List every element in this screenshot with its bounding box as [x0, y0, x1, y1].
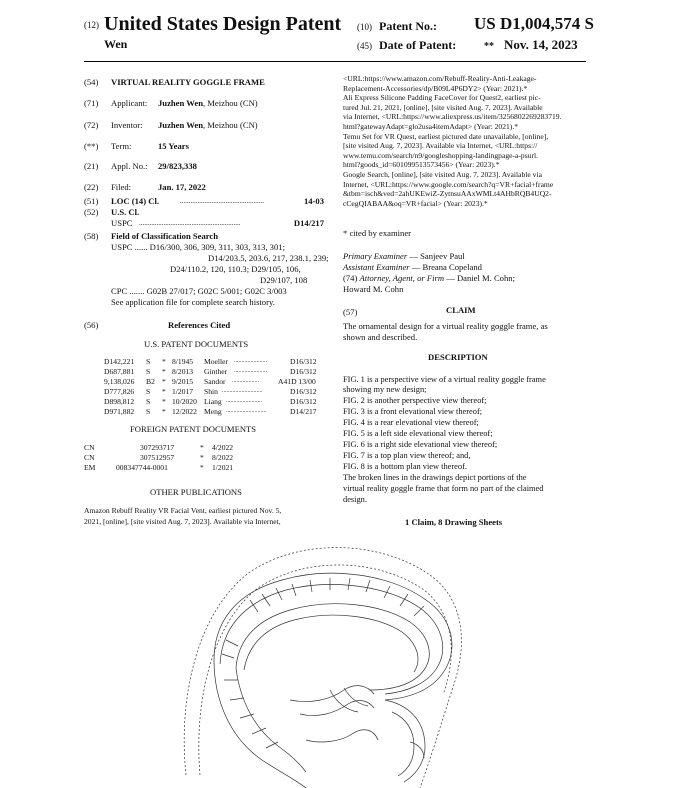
pub-line: <URL:https://www.amazon.com/Rebuff-Reality-Anti-Leakage- [343, 74, 537, 83]
attorney-label: Attorney, Agent, or Firm [359, 273, 445, 283]
foreign-doc-date: 4/2022 [212, 443, 234, 452]
pub-line: [site visited Aug. 7, 2023]. Available via Internet, <URL:https:// [343, 141, 538, 151]
appl-no-label: Appl. No.: [111, 161, 148, 171]
outer-shell-broken-line [184, 548, 461, 788]
frame-outer-rim [220, 584, 443, 694]
pub-line: Replacement-Accessories/dp/B09L4P6DY2> (Year: 2021).* [343, 83, 528, 93]
field-58-code: (58) [84, 231, 99, 241]
other-pub-line-1: Amazon Rebuff Reality VR Facial Vent, earliest pictured Nov. 5, [84, 506, 282, 515]
field-search-label: Field of Classification Search [111, 231, 219, 241]
us-doc-kind: S [146, 387, 151, 396]
pub-line: via Internet, <URL:https://www.aliexpress.us/item/3256802269283719. [343, 112, 562, 122]
loc-class-leader: ................................................ [180, 197, 264, 205]
uspc-leader: .......................................................... [139, 219, 241, 227]
us-doc-class: A41D 13/00 [278, 377, 316, 386]
inventor-surname: Wen [104, 37, 128, 51]
us-doc-star: * [162, 407, 166, 416]
claim-text-1: The ornamental design for a virtual reality goggle frame, as [343, 321, 548, 331]
applicant-name: Juzhen Wen [158, 98, 203, 108]
fig-line: The broken lines in the drawings depict portions of the [343, 473, 527, 482]
us-doc-name: Sandor [204, 377, 226, 386]
frame-inner-opening [244, 615, 418, 672]
term-value: 15 Years [158, 141, 189, 151]
foreign-doc-date: 1/2021 [212, 463, 234, 472]
us-doc-leader: .................. [232, 378, 259, 384]
pub-line: html?goods_id=601099513573456> (Year: 2023).* [343, 160, 500, 170]
foreign-doc-number: 307512957 [140, 453, 175, 462]
frame-lower-edge [306, 730, 378, 742]
us-doc-class: D14/217 [290, 407, 317, 416]
claims-sheets-summary: 1 Claim, 8 Drawing Sheets [405, 517, 503, 527]
fig-line: virtual reality goggle frame that form no part of the claimed [343, 484, 544, 493]
applicant-location: , Meizhou (CN) [202, 98, 258, 108]
us-class-label: U.S. Cl. [111, 207, 140, 217]
us-doc-kind: S [146, 407, 151, 416]
us-doc-date: 10/2020 [172, 397, 197, 406]
fig-line: FIG. 8 is a bottom plan view thereof. [343, 462, 467, 471]
field-search-line-5: CPC ....... G02B 27/017; G02C 5/001; G02C 3/003 [111, 286, 287, 296]
assistant-examiner-label: Assistant Examiner [343, 262, 410, 272]
us-doc-star: * [162, 377, 166, 386]
us-doc-date: 8/2013 [172, 367, 194, 376]
inventor-location: , Meizhou (CN) [202, 120, 258, 130]
us-doc-class: D16/312 [290, 367, 317, 376]
us-doc-class: D16/312 [290, 387, 317, 396]
foreign-doc-star: * [200, 453, 204, 462]
assistant-examiner-name: — Breana Copeland [409, 262, 482, 272]
foreign-doc-number: 307293717 [140, 443, 175, 452]
fig-line: FIG. 4 is a rear elevational view thereof; [343, 418, 479, 427]
date-mark: ** [484, 41, 494, 52]
attorney-name: — Daniel M. Cohn; [444, 273, 515, 283]
us-doc-leader: ...................... [234, 358, 267, 364]
field-search-line-2: D14/203.5, 203.6, 217, 238.1, 239; [208, 253, 329, 263]
frame-hatching [222, 640, 278, 748]
code-45: (45) [357, 41, 372, 51]
field-56-code: (56) [84, 320, 99, 330]
field-54-title: VIRTUAL REALITY GOGGLE FRAME [111, 77, 265, 87]
loc-class-label: LOC (14) Cl. [111, 196, 159, 206]
field-search-line-6: See application file for complete search history. [111, 297, 275, 307]
fig-line: FIG. 7 is a top plan view thereof; and, [343, 451, 471, 460]
field-21-code: (21) [84, 161, 99, 171]
field-52-code: (52) [84, 207, 99, 217]
filed-value: Jan. 17, 2022 [158, 182, 206, 192]
patent-number: US D1,004,574 S [474, 14, 594, 33]
pub-line: cCegQIABAA&oq=VR+facial> (Year: 2023).* [343, 198, 488, 208]
us-doc-date: 9/2015 [172, 377, 194, 386]
pub-line: Internet, <URL:https://www.google.com/search?q=VR+facial+frame [343, 179, 554, 189]
inventor-name: Juzhen Wen [158, 120, 203, 130]
field-22-code: (22) [84, 182, 99, 192]
frame-hatching [250, 578, 424, 616]
attorney-code: (74) [343, 273, 358, 283]
us-doc-number: 9,138,026 [104, 377, 135, 386]
claim-text-2: shown and described. [343, 332, 418, 342]
fig-line: showing my new design; [343, 385, 427, 394]
date-of-patent: Nov. 14, 2023 [504, 37, 578, 52]
attorney-name-2: Howard M. Cohn [343, 284, 404, 294]
us-doc-leader: ...................... [234, 368, 267, 374]
frame-side-bulge [385, 700, 425, 782]
us-doc-kind: S [146, 367, 151, 376]
primary-examiner-label: Primary Examiner [343, 251, 408, 261]
us-doc-leader: ........................... [222, 388, 263, 394]
loc-class-value: 14-03 [303, 196, 324, 206]
document-title: United States Design Patent [104, 13, 342, 35]
foreign-doc-number: 008347744-0001 [116, 463, 168, 472]
pub-line: www.temu.com/search/n9/googleshopping-landingpage-a-psurl. [343, 150, 538, 160]
us-doc-star: * [162, 397, 166, 406]
cited-by-examiner-note: * cited by examiner [343, 228, 412, 238]
us-doc-name: Ginther [204, 367, 228, 376]
frame-side-bulge [410, 742, 424, 758]
other-publications-heading: OTHER PUBLICATIONS [150, 487, 242, 497]
field-54-code: (54) [84, 77, 99, 87]
us-doc-date: 12/2022 [172, 407, 197, 416]
us-doc-leader: ........................ [226, 398, 262, 404]
frame-lower-edge [214, 660, 306, 788]
frame-lower-edge [236, 668, 306, 772]
code-12: (12) [84, 20, 99, 30]
us-doc-name: Shin [204, 387, 218, 396]
fig-line: design. [343, 495, 367, 504]
us-patent-docs-heading: U.S. PATENT DOCUMENTS [144, 339, 249, 349]
foreign-docs-heading: FOREIGN PATENT DOCUMENTS [130, 424, 257, 434]
us-doc-number: D687,881 [104, 367, 135, 376]
us-doc-leader: ........................... [226, 408, 267, 414]
fig-line: FIG. 5 is a left side elevational view thereof; [343, 429, 493, 438]
foreign-doc-country: EM [84, 463, 96, 472]
us-doc-name: Liang [204, 397, 222, 406]
fig-line: FIG. 2 is another perspective view thereof; [343, 396, 487, 405]
field-search-line-4: D29/107, 108 [260, 275, 308, 285]
frame-side-bulge [392, 712, 414, 776]
claim-code: (57) [343, 307, 358, 317]
field-71-label: Applicant: [111, 98, 148, 108]
us-doc-star: * [162, 367, 166, 376]
field-71-code: (71) [84, 98, 99, 108]
field-72-label: Inventor: [111, 120, 143, 130]
us-doc-class: D16/312 [290, 357, 317, 366]
us-doc-name: Meng [204, 407, 222, 416]
us-doc-star: * [162, 387, 166, 396]
pub-line: Temu Set for VR Quest, earliest pictured date unavailable, [online], [343, 131, 549, 141]
claim-heading: CLAIM [446, 305, 476, 315]
field-search-line-3: D24/110.2, 120, 110.3; D29/105, 106, [170, 264, 301, 274]
foreign-doc-date: 8/2022 [212, 453, 234, 462]
us-doc-kind: B2 [146, 377, 155, 386]
frame-nose-bridge [330, 690, 358, 712]
us-doc-number: D898,812 [104, 397, 135, 406]
pub-line: html?gatewayAdapt=glo2usa4itemAdapt> (Year: 2021).* [343, 121, 519, 131]
foreign-doc-country: CN [84, 453, 95, 462]
frame-nose-bridge [344, 688, 368, 706]
pub-line: Google Search, [online], [site visited Aug. 7, 2023]. Available via [343, 169, 542, 179]
us-doc-star: * [162, 357, 166, 366]
us-doc-number: D777,826 [104, 387, 135, 396]
us-doc-number: D142,221 [104, 357, 135, 366]
term-code: (**) [84, 141, 99, 151]
filed-label: Filed: [111, 182, 132, 192]
pub-line: Ali Express Silicone Padding FaceCover for Quest2, earliest pic- [343, 93, 541, 103]
date-label: Date of Patent: [379, 38, 457, 52]
us-doc-name: Moeller [204, 357, 229, 366]
pub-line: &tbm=isch&ved=2ahUKEwiZ-ZytnsuAAxWMLt4AHbRQB4UQ2- [343, 189, 552, 199]
foreign-doc-country: CN [84, 443, 95, 452]
frame-outer-rim [214, 573, 452, 700]
patent-no-label: Patent No.: [379, 19, 437, 33]
foreign-doc-star: * [200, 463, 204, 472]
term-label: Term: [111, 141, 132, 151]
frame-inner-opening [236, 604, 429, 690]
us-doc-kind: S [146, 397, 151, 406]
us-doc-date: 1/2017 [172, 387, 194, 396]
field-51-code: (51) [84, 196, 99, 206]
code-10: (10) [357, 22, 372, 32]
fig-line: FIG. 6 is a right side elevational view thereof; [343, 440, 498, 449]
field-search-line-1: USPC ...... D16/300, 306, 309, 311, 303, 313, 301; [111, 242, 285, 252]
foreign-doc-star: * [200, 443, 204, 452]
uspc-value: D14/217 [293, 218, 324, 228]
us-doc-date: 8/1945 [172, 357, 194, 366]
us-doc-number: D971,882 [104, 407, 135, 416]
other-pub-line-2: 2021, [online], [site visited Aug. 7, 2023]. Available via Internet, [84, 517, 281, 526]
frame-lower-edge [300, 701, 374, 716]
references-cited-heading: References Cited [168, 320, 231, 330]
fig-line: FIG. 1 is a perspective view of a virtual reality goggle frame [343, 375, 546, 384]
us-doc-kind: S [146, 357, 151, 366]
description-heading: DESCRIPTION [428, 352, 488, 362]
pub-line: tured Jul. 21, 2021, [online], [site visited Aug. 7, 2023]. Available [343, 102, 543, 112]
fig-line: FIG. 3 is a front elevational view thereof; [343, 407, 483, 416]
appl-no-value: 29/823,338 [158, 161, 197, 171]
primary-examiner-name: — Sanjeev Paul [407, 251, 465, 261]
uspc-label: USPC [111, 218, 133, 228]
field-72-code: (72) [84, 120, 99, 130]
us-doc-class: D16/312 [290, 397, 317, 406]
